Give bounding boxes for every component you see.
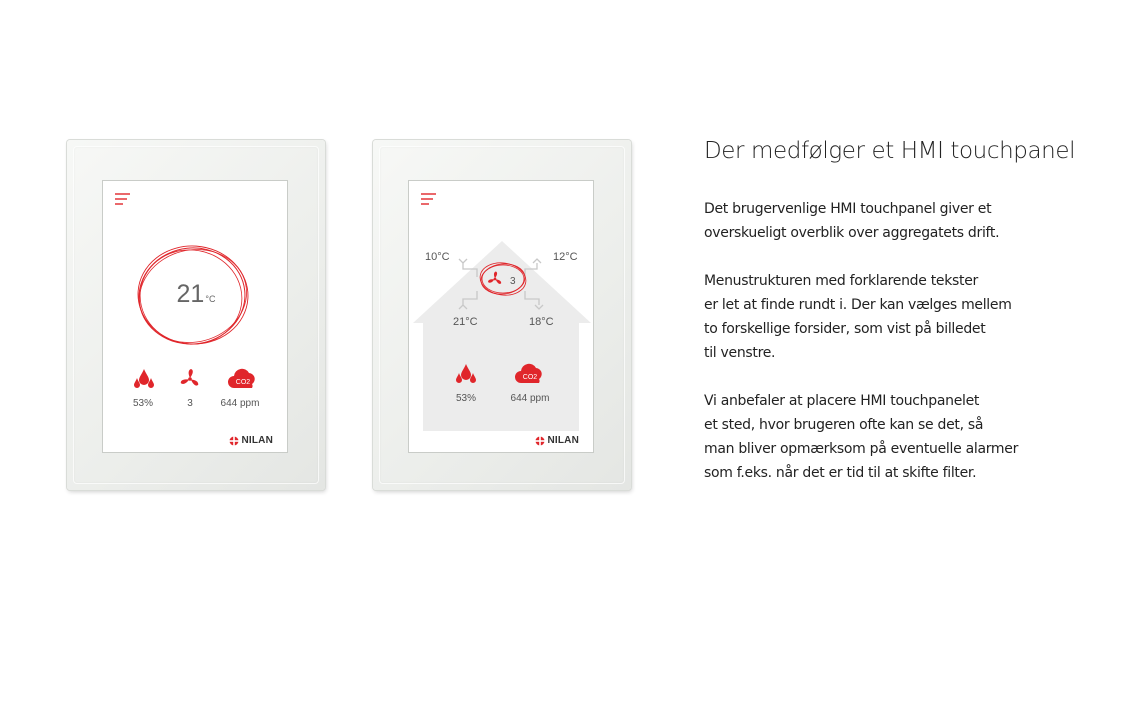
- co2-label: 644 ppm: [510, 393, 550, 404]
- paragraph-menu: [704, 269, 1124, 365]
- product-description: [704, 134, 1124, 509]
- outdoor-inlet-temp: 10°C: [425, 251, 450, 263]
- supply-temp: 21°C: [453, 316, 478, 328]
- exhaust-temp: 12°C: [553, 251, 578, 263]
- paragraph-line: er let at finde rundt i. Der kan vælges mellem: [704, 297, 1012, 313]
- paragraph-line: Vi anbefaler at placere HMI touchpanelet: [704, 393, 980, 409]
- nilan-logo: NILAN: [535, 435, 579, 446]
- temperature-readout: [103, 280, 289, 309]
- panel-screen: [102, 180, 288, 453]
- fan-level-label: 3: [187, 398, 193, 409]
- nilan-logo: NILAN: [229, 435, 273, 446]
- page-title: Der medfølger et HMI touchpanel: [704, 138, 1076, 164]
- menu-icon: [114, 192, 132, 206]
- co2-cloud-icon: [514, 363, 546, 385]
- fan-ring-icon: [477, 261, 529, 297]
- paragraph-placement: [704, 389, 1124, 485]
- extract-temp: 18°C: [529, 316, 554, 328]
- panel-screen: [408, 180, 594, 453]
- humidity-label: 53%: [132, 398, 153, 409]
- temperature-unit: °C: [205, 294, 216, 304]
- fan-level-label: 3: [510, 276, 516, 287]
- humidity-icon: [455, 363, 477, 385]
- paragraph-line: Menustrukturen med forklarende tekster: [704, 273, 978, 289]
- co2-icon-text: CO2: [522, 374, 538, 381]
- co2-label: 644 ppm: [220, 398, 260, 409]
- paragraph-line: man bliver opmærksom på eventuelle alarmer: [704, 441, 1019, 457]
- co2-cloud-icon: [227, 368, 259, 390]
- temperature-value: 21: [176, 280, 205, 308]
- menu-icon: [420, 192, 438, 206]
- paragraph-line: som f.eks. når det er tid til at skifte filter.: [704, 465, 977, 481]
- paragraph-line: overskueligt overblik over aggregatets drift.: [704, 225, 1000, 241]
- paragraph-line: to forskellige forsider, som vist på billedet: [704, 321, 986, 337]
- hmi-panel-standard-view: [67, 140, 325, 490]
- fan-icon: [179, 368, 201, 390]
- paragraph-line: Det brugervenlige HMI touchpanel giver et: [704, 201, 992, 217]
- humidity-icon: [133, 368, 155, 390]
- paragraph-overview: [704, 197, 1124, 245]
- paragraph-line: et sted, hvor brugeren ofte kan se det, så: [704, 417, 984, 433]
- humidity-label: 53%: [455, 393, 476, 404]
- co2-icon-text: CO2: [235, 379, 251, 386]
- hmi-panel-house-view: [373, 140, 631, 490]
- paragraph-line: til venstre.: [704, 345, 776, 361]
